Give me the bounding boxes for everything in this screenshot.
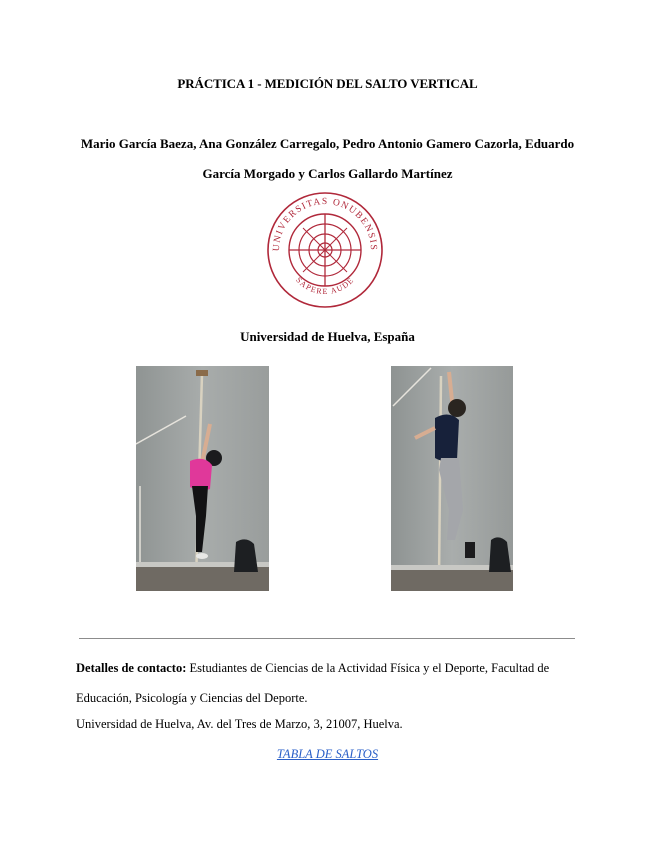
jump-table-link[interactable]: TABLA DE SALTOS <box>276 747 379 761</box>
authors-line-2: García Morgado y Carlos Gallardo Martínez <box>202 166 453 181</box>
address: Universidad de Huelva, Av. del Tres de Marzo, 3, 21007, Huelva. <box>76 717 403 731</box>
seal-inner-text: SAPERE AUDE <box>294 275 356 297</box>
university-seal-logo <box>265 190 385 310</box>
jump-photo-woman <box>136 366 269 591</box>
divider <box>79 638 575 639</box>
affiliation: Universidad de Huelva, España <box>240 329 415 344</box>
contact-details <box>76 653 581 713</box>
authors <box>60 129 595 189</box>
document-title: PRÁCTICA 1 - MEDICIÓN DEL SALTO VERTICAL <box>177 76 478 91</box>
authors-line-1: Mario García Baeza, Ana González Carregalo, Pedro Antonio Gamero Cazorla, Eduardo <box>80 136 575 151</box>
jump-photo-man <box>391 366 513 591</box>
contact-label: Detalles de contacto: <box>76 661 187 675</box>
contact-text: Estudiantes de Ciencias de la Actividad Física y el Deporte, Facultad de Educación, Psicología y Ciencias del Deporte. <box>76 661 550 705</box>
seal-outer-text: UNIVERSITAS ONUBENSIS <box>271 196 379 252</box>
